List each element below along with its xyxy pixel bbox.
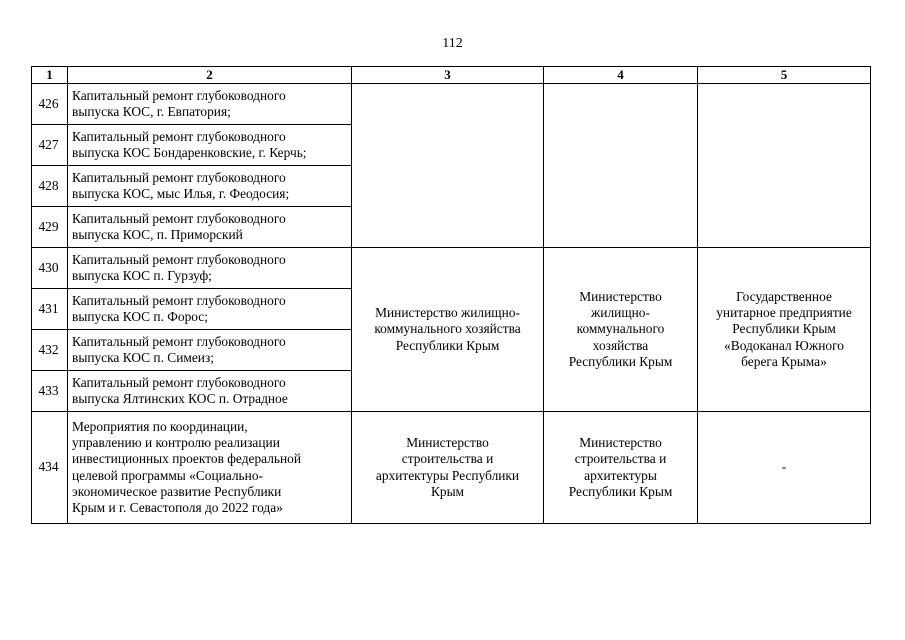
measure-name (68, 207, 352, 248)
cell-text-line: жилищно- (591, 305, 650, 321)
measure-name-line: выпуска КОС Бондаренковские, г. Керчь; (72, 145, 307, 160)
co-executor-cell (544, 412, 698, 524)
measure-name-line: Капитальный ремонт глубоководного (72, 87, 286, 103)
cell-text-line: архитектуры Республики (375, 467, 520, 483)
cell-text-line: строительства и (401, 451, 494, 467)
empty-cell-col3 (352, 84, 544, 248)
cell-text-line: Республики Крым (568, 353, 673, 369)
row-number: 432 (32, 330, 68, 371)
measure-name (68, 289, 352, 330)
measure-name (68, 84, 352, 125)
cell-text-line: Республики Крым (395, 337, 500, 353)
empty-cell-col5 (698, 84, 871, 248)
row-number: 429 (32, 207, 68, 248)
dash-placeholder: - (781, 459, 787, 475)
row-number: 428 (32, 166, 68, 207)
row-number: 433 (32, 371, 68, 412)
measure-name-line: выпуска КОС, п. Приморский (72, 227, 243, 242)
cell-text-line: «Водоканал Южного (724, 337, 844, 353)
cell-text-line: строительства и (574, 451, 667, 467)
cell-text-line: Государственное (736, 288, 832, 304)
cell-text-line: Министерство (579, 288, 662, 304)
cell-text-line: берега Крыма» (741, 353, 827, 369)
cell-text-line: Республики Крым (732, 321, 836, 337)
cell-text-line: хозяйства (592, 337, 649, 353)
measure-name-line: выпуска КОС п. Гурзуф; (72, 268, 212, 283)
measure-name-line: Капитальный ремонт глубоководного (72, 169, 286, 185)
measure-name-line: выпуска КОС, г. Евпатория; (72, 104, 231, 119)
row-number: 434 (32, 412, 68, 524)
cell-text-line: архитектуры (584, 467, 657, 483)
row-number: 426 (32, 84, 68, 125)
measure-name (68, 166, 352, 207)
column-header-2: 2 (68, 67, 352, 84)
measure-name-line: инвестиционных проектов федеральной (72, 451, 302, 467)
cell-text-line: Министерство жилищно- (375, 305, 520, 321)
measure-name (68, 125, 352, 166)
measure-name-line: Крым и г. Севастополя до 2022 года» (72, 500, 283, 516)
participant-cell (698, 412, 871, 524)
measure-name-line: выпуска КОС п. Форос; (72, 309, 208, 324)
cell-text-line: Министерство (579, 434, 662, 450)
document-table (31, 66, 871, 524)
measure-name-line: Мероприятия по координации, (72, 418, 248, 434)
measure-name (68, 330, 352, 371)
table-row (32, 248, 871, 289)
participant-cell (698, 248, 871, 412)
empty-cell-col4 (544, 84, 698, 248)
row-number: 430 (32, 248, 68, 289)
measure-name-line: управлению и контролю реализации (72, 434, 280, 450)
cell-text-line: коммунального хозяйства (374, 321, 521, 337)
table-row (32, 84, 871, 125)
cell-text-line: Республики Крым (568, 483, 673, 499)
measure-name-line: экономическое развитие Республики (72, 483, 282, 499)
row-number: 431 (32, 289, 68, 330)
measure-name (68, 412, 352, 524)
measure-name-line: выпуска Ялтинских КОС п. Отрадное (72, 391, 288, 406)
measure-name-line: Капитальный ремонт глубоководного (72, 128, 286, 144)
co-executor-cell (544, 248, 698, 412)
column-header-5: 5 (698, 67, 871, 84)
measure-name-line: Капитальный ремонт глубоководного (72, 333, 286, 349)
measure-name-line: Капитальный ремонт глубоководного (72, 251, 286, 267)
measure-name-line: Капитальный ремонт глубоководного (72, 374, 286, 390)
page-number: 112 (442, 36, 463, 51)
cell-text-line: Министерство (406, 434, 489, 450)
measure-name-line: Капитальный ремонт глубоководного (72, 292, 286, 308)
cell-text-line: унитарное предприятие (716, 305, 852, 321)
responsible-executor-cell (352, 412, 544, 524)
table-header-row (32, 67, 871, 84)
measure-name-line: выпуска КОС, мыс Илья, г. Феодосия; (72, 186, 290, 201)
table-row (32, 412, 871, 524)
column-header-1: 1 (32, 67, 68, 84)
measure-name-line: Капитальный ремонт глубоководного (72, 210, 286, 226)
measure-name (68, 371, 352, 412)
measure-name-line: выпуска КОС п. Симеиз; (72, 350, 214, 365)
row-number: 427 (32, 125, 68, 166)
cell-text-line: Крым (430, 483, 465, 499)
measure-name-line: целевой программы «Социально- (72, 467, 263, 483)
column-header-4: 4 (544, 67, 698, 84)
measure-name (68, 248, 352, 289)
cell-text-line: коммунального (576, 321, 665, 337)
responsible-executor-cell (352, 248, 544, 412)
column-header-3: 3 (352, 67, 544, 84)
